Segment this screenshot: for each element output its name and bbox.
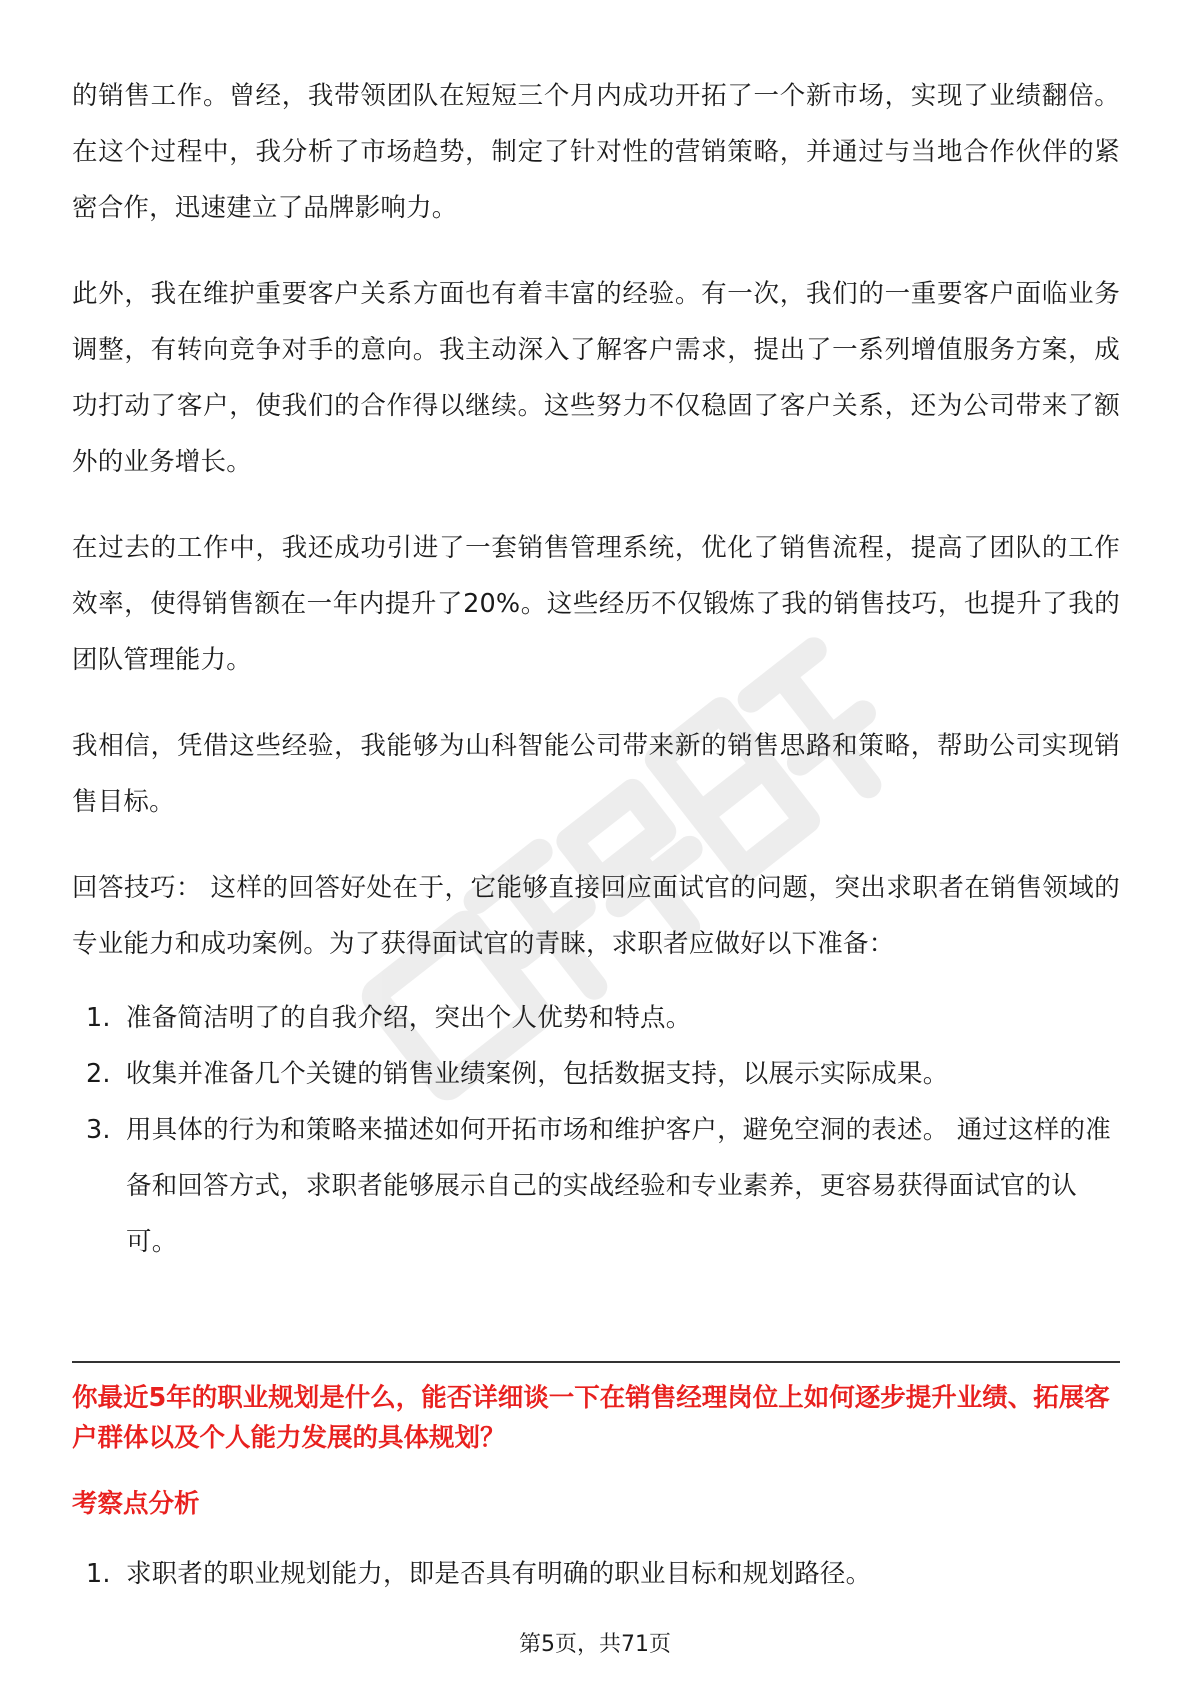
- list-item: [72, 990, 1120, 1046]
- paragraph-conclusion: 我相信，凭借这些经验，我能够为山科智能公司带来新的销售思路和策略，帮助公司实现销售目标。: [72, 731, 1120, 817]
- page-footer: 第5页，共71页: [519, 1632, 671, 1657]
- list-item: [72, 1546, 1120, 1602]
- list-item-text: 用具体的行为和策略来描述如何开拓市场和维护客户，避免空洞的表述。 通过这样的准备和回答方式，求职者能够展示自己的实战经验和专业素养，更容易获得面试官的认可。: [126, 1115, 1111, 1257]
- list-item-number: 2.: [86, 1059, 111, 1089]
- preparation-list: [72, 990, 1120, 1270]
- paragraph-sales-experience: 的销售工作。曾经，我带领团队在短短三个月内成功开拓了一个新市场，实现了业绩翻倍。在这个过程中，我分析了市场趋势，制定了针对性的营销策略，并通过与当地合作伙伴的紧密合作，迅速建立了品牌影响力。: [72, 81, 1120, 223]
- list-item-text: 求职者的职业规划能力，即是否具有明确的职业目标和规划路径。: [126, 1559, 872, 1589]
- list-item-number: 3.: [86, 1115, 111, 1145]
- paragraph-client-relations: 此外，我在维护重要客户关系方面也有着丰富的经验。有一次，我们的一重要客户面临业务调整，有转向竞争对手的意向。我主动深入了解客户需求，提出了一系列增值服务方案，成功打动了客户，使我们的合作得以继续。这些努力不仅稳固了客户关系，还为公司带来了额外的业务增长。: [72, 279, 1120, 477]
- section-title: 考察点分析: [72, 1489, 200, 1519]
- main-content: [72, 68, 1120, 1270]
- paragraph-answer-tips: 回答技巧： 这样的回答好处在于，它能够直接回应面试官的问题，突出求职者在销售领域的专业能力和成功案例。为了获得面试官的青睐，求职者应做好以下准备：: [72, 873, 1120, 959]
- list-item-text: 准备简洁明了的自我介绍，突出个人优势和特点。: [126, 1003, 692, 1033]
- list-item: [72, 1046, 1120, 1102]
- interview-question: 你最近5年的职业规划是什么，能否详细谈一下在销售经理岗位上如何逐步提升业绩、拓展客户群体以及个人能力发展的具体规划？: [72, 1383, 1110, 1453]
- list-item-text: 收集并准备几个关键的销售业绩案例，包括数据支持，以展示实际成果。: [126, 1059, 949, 1089]
- section-divider: [72, 1361, 1120, 1363]
- list-item-number: 1.: [86, 1559, 111, 1589]
- list-item: [72, 1102, 1120, 1270]
- list-item-number: 1.: [86, 1003, 111, 1033]
- analysis-list: [72, 1546, 1120, 1602]
- paragraph-management-system: 在过去的工作中，我还成功引进了一套销售管理系统，优化了销售流程，提高了团队的工作效率，使得销售额在一年内提升了20%。这些经历不仅锻炼了我的销售技巧，也提升了我的团队管理能力。: [72, 533, 1120, 675]
